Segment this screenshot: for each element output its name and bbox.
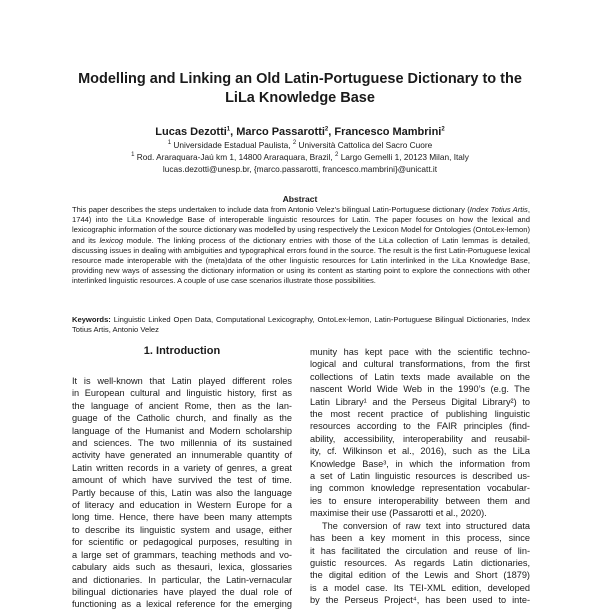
body-line: is a model case. Its TEI-XML edition, developed [310,582,530,593]
body-line: by the Perseus Project⁴, has been used to inte- [310,595,530,606]
body-line: and dictionaries. In particular, the Latin-vernacular [72,574,292,585]
abstract-text: , 1744) into the LiLa Knowledge Base of interoperable linguistic resources for Latin. The paper focuses on how the lexical and lexicographic information of the source dictionary was modelled by using respectively the Lexicon Model for Ontologies (OntoLex-lemon) and its [72,205,530,245]
body-line: bilingual dictionaries have played the dual role of [72,586,292,597]
body-line: the most recent practice of publishing linguistic [310,409,530,420]
affiliation-marker: 2 [292,140,297,147]
body-line: in European cultural and linguistic history, first as [72,388,292,399]
abstract-text: This paper describes the steps undertaken to include data from Antonio Velez’s bilingual Latin-Portuguese dictionary ( [72,205,470,214]
body-line: activity have generated an innumerable quantity of [72,450,292,461]
body-line: a set of Latin linguistic resources is described us- [310,471,530,482]
section-heading: 1. Introduction [143,345,221,357]
affiliation-marker: 2 [324,126,329,133]
author-name: Francesco Mambrini [334,126,442,138]
author-separator: , [328,126,335,138]
body-line: has been a key moment in this process, since [310,533,530,544]
paper-title [60,70,540,108]
right-column [310,346,530,607]
body-line: collections of Latin texts made available on the [310,371,530,382]
abstract-italic: Index Totius Artis [469,205,528,214]
affiliation-text: Università Cattolica del Sacro Cuore [296,140,433,150]
body-line: it has facilitated the circulation and reuse of lin- [310,545,530,556]
affiliation-marker: 1 [167,140,172,147]
body-line: Partly because of this, Latin was also the language [72,487,292,498]
body-line: munity has kept pace with the scientific techno- [310,347,530,357]
author-separator: , [230,126,237,138]
body-line: resources according to the FAIR principles (find- [310,421,530,432]
body-line: of literacy and education in Western Europe for a [72,500,292,511]
body-line: logical and cultural transformations, from the first [310,359,530,370]
affiliation-text: Rod. Araraquara-Jaú km 1, 14800 Araraquara, Brazil, [134,152,336,162]
affiliation-addresses [40,152,560,163]
body-line: the digital edition of the Lewis and Short (1879) [310,570,530,581]
abstract-italic: lexicog [99,235,124,245]
body-line: guage of the Catholic church, and finally as the [72,413,292,424]
body-line: and sciences. The two millennia of its sustained [72,438,292,449]
body-line: long time. Hence, there have been many attempts [72,512,292,523]
body-line: The conversion of raw text into structured data [322,520,530,531]
author-list [40,126,560,139]
keywords-label: Keywords: [72,315,111,324]
title-line: LiLa Knowledge Base [225,90,375,106]
body-line: It is well-known that Latin played different roles [72,376,292,386]
body-line: a large set of grammars, teaching methods and vo- [72,549,292,560]
abstract-text: module. The linking process of the dictionary entries with those of the LiLa collection of Latin lemmas is detailed, discussing issues in dealing with ambiguities and typographical errors found in the source. The result is the first Latin-Portuguese lexical resource made interoperable with the (meta)data of the other linguistic resources for Latin interlinked in the LiLa Knowledge Base, providing new ways of assessing the dictionary information or using its content as starting point to explore the connections with other interlinked linguistic resources. A couple of use case scenarios illustrate those possibilities. [72,235,530,286]
affiliation-text: Universidade Estadual Paulista, [171,140,293,150]
body-line: nascent World Wide Web in the 1990’s (e.g. The [310,384,530,395]
body-line: amount of which have survived the test of time. [72,475,292,486]
left-column [72,375,292,611]
title-line: Modelling and Linking an Old Latin-Portuguese Dictionary to the [78,71,522,87]
author-emails: lucas.dezotti@unesp.br, {marco.passarotti, francesco.mambrini}@unicatt.it [162,164,438,174]
affiliation-marker: 1 [131,152,135,159]
body-line: ity, cf. Wilkinson et al., 2016), such as the LiLa [310,446,530,457]
body-line: ability, accessibility, interoperability and reusabil- [310,433,530,444]
body-line: for scientific or pedagogical purposes, resulting in [72,537,292,548]
body-line: cabulary aids such as thesauri, lexica, glossaries [72,562,292,573]
body-line: ies to ensure interoperability between them and [310,495,530,506]
abstract-heading: Abstract [282,194,318,204]
body-line: maximise their use (Passarotti et al., 2020). [310,508,487,519]
body-line: the language of ancient Rome, then as the lan- [72,400,292,411]
body-line: guistic resources. As regards Latin dictionaries, [310,557,530,568]
affiliation-marker: 2 [335,152,339,159]
affiliation-marker: 2 [441,126,445,133]
keywords [72,315,530,335]
affiliation-text: Largo Gemelli 1, 20123 Milan, Italy [338,152,469,162]
author-name: Marco Passarotti [236,126,325,138]
abstract-body [72,205,530,287]
body-line: ing common knowledge representation vocabular- [310,483,530,494]
keywords-text: Linguistic Linked Open Data, Computational Lexicography, OntoLex-lemon, Latin-Portuguese Bilingual Dictionaries, Index Totius Artis, Antonio Velez [72,315,530,335]
body-line: to describe its linguistic system and usage, either [72,524,292,535]
body-line: Latin written records in a variety of genres, a great [72,462,292,473]
body-line: Knowledge Base³, in which the information from [310,458,530,469]
affiliation-institutions [40,140,560,151]
author-name: Lucas Dezotti [155,126,227,138]
body-line: functioning as a lexical reference for the emerging [72,599,292,610]
body-line: language of the Humanist and Modern scholarship [72,425,292,436]
body-line: Latin Library¹ and the Perseus Digital Library²) to [310,396,530,407]
affiliation-marker: 1 [226,126,231,133]
